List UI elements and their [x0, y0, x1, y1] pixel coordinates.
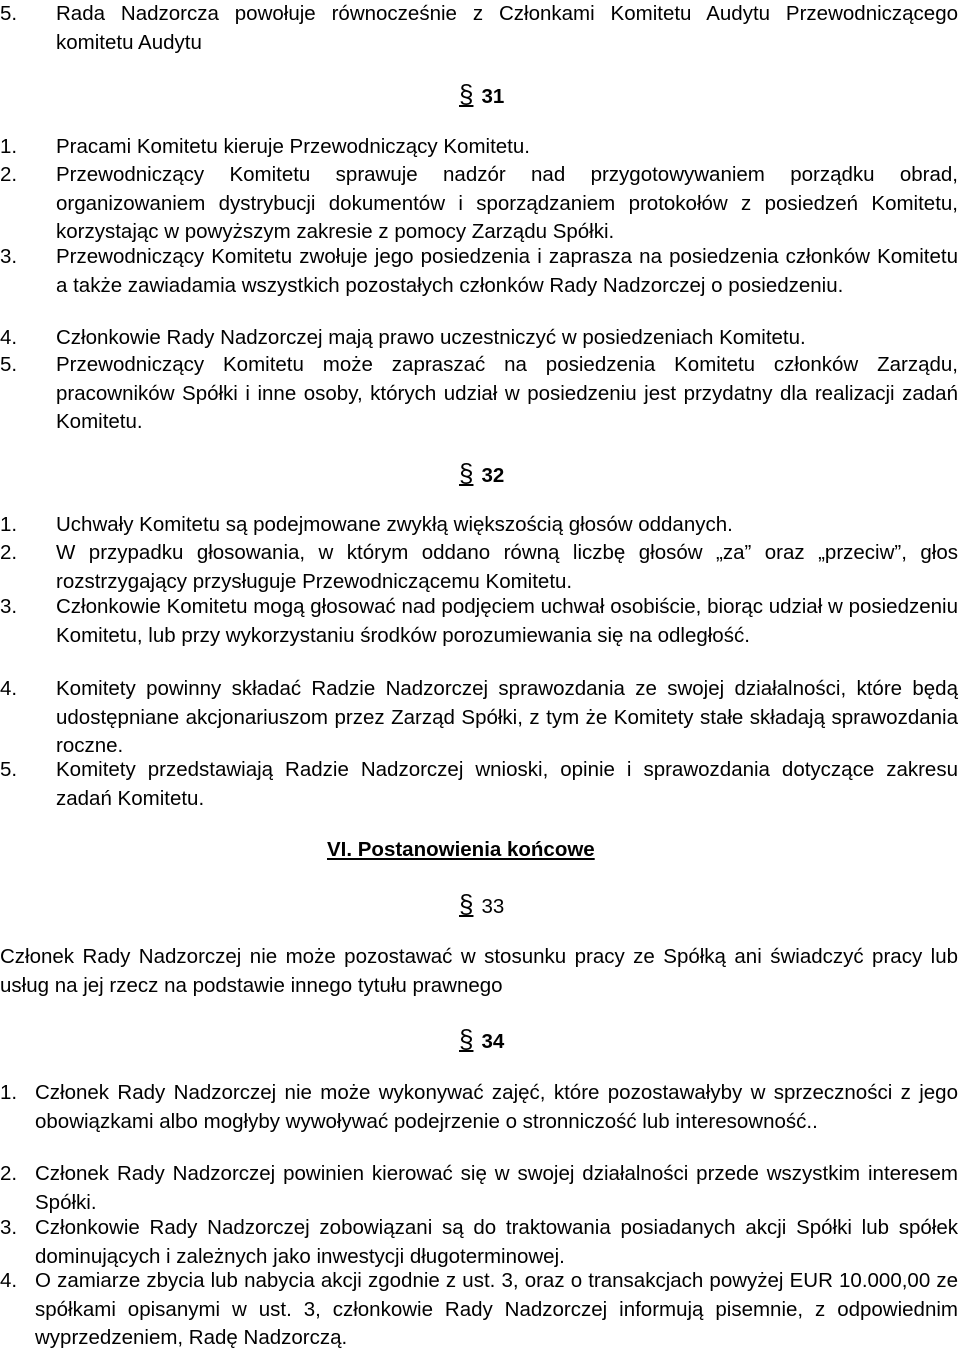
item-number: 1.: [0, 135, 18, 158]
item-text: Rada Nadzorcza powołuje równocześnie z Członkami Komitetu Audytu Przewodniczącego komitetu Audytu: [56, 2, 958, 54]
section34-item-2: [0, 1160, 958, 1217]
section-number: 32: [481, 464, 505, 487]
section32-item-3: [0, 593, 958, 650]
section-31-heading: [459, 80, 504, 112]
item-number: 2.: [0, 1162, 18, 1185]
item-number: 2.: [0, 541, 18, 564]
section31-item-4: [0, 324, 958, 353]
section33-text: Członek Rady Nadzorczej nie może pozostawać w stosunku pracy ze Spółką ani świadczyć pracy lub usług na jej rzecz na podstawie innego tytułu prawnego: [0, 945, 958, 997]
item-text: Członek Rady Nadzorczej nie może wykonywać zajęć, które pozostawałyby w sprzeczności z jego obowiązkami albo mogłyby wywoływać podejrzenie o stronniczość lub interesowność..: [35, 1081, 958, 1133]
section-32-heading: [459, 459, 504, 491]
section32-item-5: [0, 756, 958, 813]
section31-item-2: [0, 161, 958, 247]
section31-item-5: [0, 351, 958, 437]
item-number: 1.: [0, 1081, 18, 1104]
item-number: 5.: [0, 353, 18, 376]
section-number: 33: [481, 895, 505, 918]
item-number: 5.: [0, 2, 18, 25]
section34-item-4: [0, 1267, 958, 1353]
section32-item-2: [0, 539, 958, 596]
item-text: Pracami Komitetu kieruje Przewodniczący Komitetu.: [56, 135, 530, 158]
section-sign: §: [459, 889, 474, 919]
section-sign: §: [459, 458, 474, 488]
section-number: 34: [481, 1030, 505, 1053]
item-number: 5.: [0, 758, 18, 781]
section-number: 31: [481, 85, 505, 108]
section31-item-3: [0, 243, 958, 300]
item-text: Członek Rady Nadzorczej powinien kierować się w swojej działalności przede wszystkim interesem Spółki.: [35, 1162, 958, 1214]
section-34-heading: [459, 1025, 504, 1057]
section34-item-3: [0, 1214, 958, 1271]
item-number: 3.: [0, 1216, 18, 1239]
section-sign: §: [459, 79, 474, 109]
item-text: Członkowie Rady Nadzorczej zobowiązani są do traktowania posiadanych akcji Spółki lub spółek dominujących i zależnych jako inwestycji długoterminowej.: [35, 1216, 958, 1268]
item-text: Komitety powinny składać Radzie Nadzorczej sprawozdania ze swojej działalności, które będą udostępniane akcjonariuszom przez Zarząd Spółki, z tym że Komitety stałe składają sprawozdania roczne.: [56, 677, 958, 757]
section-sign: §: [459, 1024, 474, 1054]
section32-item-1: [0, 511, 958, 540]
item-number: 4.: [0, 677, 18, 700]
item-text: Przewodniczący Komitetu zwołuje jego posiedzenia i zaprasza na posiedzenia członków Komitetu a także zawiadamia wszystkich pozostałych członków Rady Nadzorczej o posiedzeniu.: [56, 245, 958, 297]
item-text: Uchwały Komitetu są podejmowane zwykłą większością głosów oddanych.: [56, 513, 733, 536]
item-number: 1.: [0, 513, 18, 536]
chapter-title: VI. Postanowienia końcowe: [327, 838, 595, 861]
item-text: Komitety przedstawiają Radzie Nadzorczej wnioski, opinie i sprawozdania dotyczące zakresu zadań Komitetu.: [56, 758, 958, 810]
item-text: Przewodniczący Komitetu sprawuje nadzór nad przygotowywaniem porządku obrad, organizowaniem dystrybucji dokumentów i sporządzaniem protokołów z posiedzeń Komitetu, korzystając w powyższym zakresie z pomocy Zarządu Spółki.: [56, 163, 958, 243]
section31-item-1: [0, 133, 958, 162]
item-text: Członkowie Komitetu mogą głosować nad podjęciem uchwał osobiście, biorąc udział w posiedzeniu Komitetu, lub przy wykorzystaniu środków porozumiewania się na odległość.: [56, 595, 958, 647]
item-number: 4.: [0, 326, 18, 349]
item-text: O zamiarze zbycia lub nabycia akcji zgodnie z ust. 3, oraz o transakcjach powyżej EUR 10.000,00 ze spółkami opisanymi w ust. 3, członkowie Rady Nadzorczej informują pisemnie, z odpowiednim wyprzedzeniem, Radę Nadzorczą.: [35, 1269, 958, 1349]
item-text: Członkowie Rady Nadzorczej mają prawo uczestniczyć w posiedzeniach Komitetu.: [56, 326, 806, 349]
item-number: 3.: [0, 245, 18, 268]
item-text: W przypadku głosowania, w którym oddano równą liczbę głosów „za” oraz „przeciw”, głos rozstrzygający przysługuje Przewodniczącemu Komitetu.: [56, 541, 958, 593]
item-text: Przewodniczący Komitetu może zapraszać na posiedzenia Komitetu członków Zarządu, pracowników Spółki i inne osoby, których udział w posiedzeniu jest przydatny dla realizacji zadań Komitetu.: [56, 353, 958, 433]
section32-item-4: [0, 675, 958, 761]
item-number: 4.: [0, 1269, 18, 1292]
section-33-heading: [459, 890, 504, 922]
section34-item-1: [0, 1079, 958, 1136]
item-number: 3.: [0, 595, 18, 618]
item-number: 2.: [0, 163, 18, 186]
section30-item-5: [0, 0, 958, 57]
